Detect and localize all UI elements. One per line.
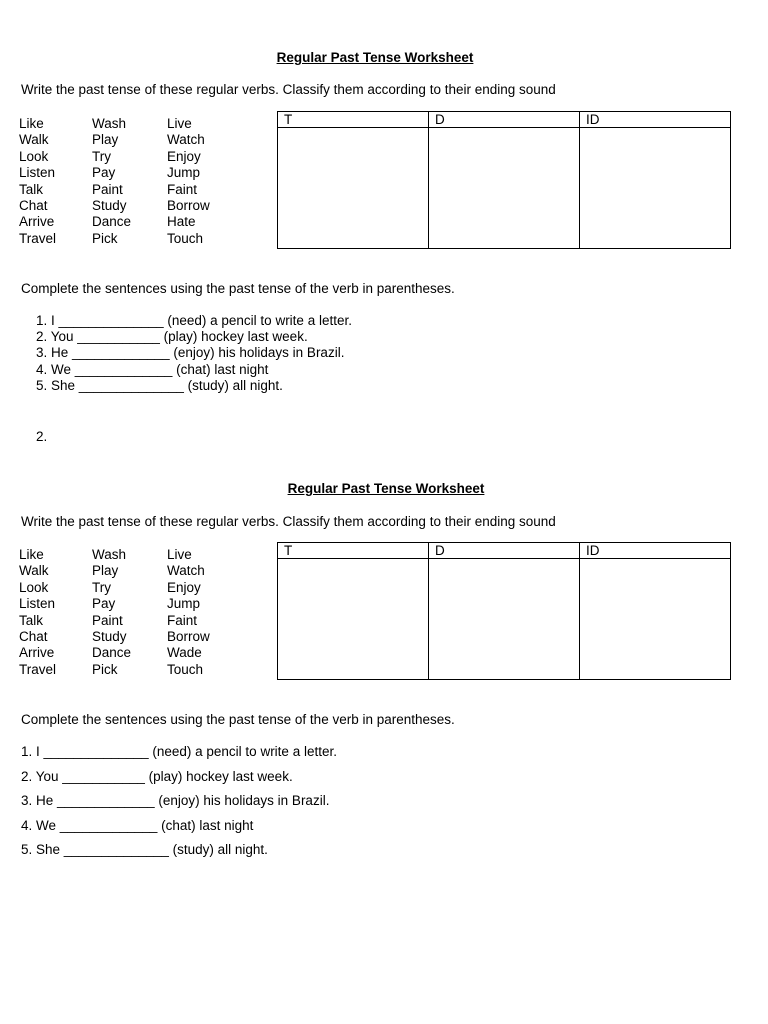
verb: Chat [19,198,48,214]
verb: Listen [19,165,56,181]
answer-cell-id[interactable] [580,128,731,249]
verb: Arrive [19,645,55,661]
sentence-item: 2. You ___________ (play) hockey last week. [21,768,293,784]
verb: Listen [19,596,56,612]
verb: Play [92,132,119,148]
verb: Enjoy [167,579,201,595]
verb: Look [19,579,49,595]
worksheet-2-sentences-instruction: Complete the sentences using the past tense of the verb in parentheses. [21,712,455,727]
answer-cell-t[interactable] [278,128,429,249]
verb: Touch [167,661,204,677]
column-header-t: T [278,543,429,559]
verb: Wash [92,116,127,131]
verb: Play [92,563,119,579]
verb: Borrow [167,198,210,214]
sentence-item: 5. She ______________ (study) all night. [36,377,283,393]
column-header-id: ID [580,543,731,559]
verb: Watch [167,563,205,579]
verb: Paint [92,612,123,628]
verb: Study [92,198,127,214]
column-header-d: D [429,112,580,128]
sentence-item: 2. You ___________ (play) hockey last week. [36,329,308,345]
verb: Like [19,547,44,562]
sentence-item: 1. I ______________ (need) a pencil to write a letter. [21,744,337,759]
sentence-item: 3. He _____________ (enjoy) his holidays in Brazil. [21,793,330,809]
verb: Wade [167,645,202,661]
verb: Travel [19,230,57,246]
verb: Walk [19,132,49,148]
verb: Walk [19,563,49,579]
verb: Dance [92,645,132,661]
sentence-item: 4. We _____________ (chat) last night [36,361,269,377]
verb: Talk [19,181,44,197]
sentence-item: 5. She ______________ (study) all night. [21,842,268,858]
worksheet-1-classification-table [277,111,731,249]
verb: Paint [92,181,123,197]
worksheet-2-instruction: Write the past tense of these regular verbs. Classify them according to their ending sound [21,514,556,529]
verb: Live [167,116,192,131]
verb: Pay [92,165,116,181]
column-header-id: ID [580,112,731,128]
verb: Jump [167,596,201,612]
worksheet-2-verb-column-3 [167,547,210,678]
verb: Study [92,629,127,645]
worksheet-1-title: Regular Past Tense Worksheet [276,50,474,65]
verb: Live [167,547,192,562]
verb: Touch [167,230,204,246]
worksheet-1-verb-column-1 [19,116,56,247]
verb: Dance [92,214,132,230]
worksheet-2-verb-column-2 [92,547,131,678]
verb: Faint [167,612,198,628]
answer-cell-d[interactable] [429,559,580,680]
verb: Faint [167,181,198,197]
verb: Watch [167,132,205,148]
verb: Look [19,148,49,164]
worksheet-1-sentences-instruction: Complete the sentences using the past tense of the verb in parentheses. [21,281,455,296]
verb: Wash [92,547,127,562]
verb: Borrow [167,629,210,645]
worksheet-1-verb-column-3 [167,116,210,247]
verb: Try [92,148,111,164]
worksheet-2-title: Regular Past Tense Worksheet [287,481,485,496]
verb: Try [92,579,111,595]
sentence-item: 4. We _____________ (chat) last night [21,817,254,833]
worksheet-2-sentence-list [21,740,337,863]
list-number-marker: 2. [36,429,48,444]
answer-cell-id[interactable] [580,559,731,680]
sentence-item: 3. He _____________ (enjoy) his holidays in Brazil. [36,345,345,361]
worksheet-1-instruction: Write the past tense of these regular verbs. Classify them according to their ending sound [21,82,556,97]
verb: Hate [167,214,196,230]
verb: Enjoy [167,148,201,164]
column-header-t: T [278,112,429,128]
sentence-item: 1. I ______________ (need) a pencil to write a letter. [36,313,352,328]
worksheet-2-classification-table [277,542,731,680]
column-header-d: D [429,543,580,559]
verb: Chat [19,629,48,645]
verb: Jump [167,165,201,181]
verb: Travel [19,661,57,677]
worksheet-1-sentence-list [36,313,352,394]
answer-cell-d[interactable] [429,128,580,249]
answer-cell-t[interactable] [278,559,429,680]
verb: Arrive [19,214,55,230]
verb: Like [19,116,44,131]
worksheet-2-verb-column-1 [19,547,56,678]
worksheet-1-verb-column-2 [92,116,131,247]
verb: Pick [92,230,118,246]
verb: Pay [92,596,116,612]
verb: Pick [92,661,118,677]
verb: Talk [19,612,44,628]
